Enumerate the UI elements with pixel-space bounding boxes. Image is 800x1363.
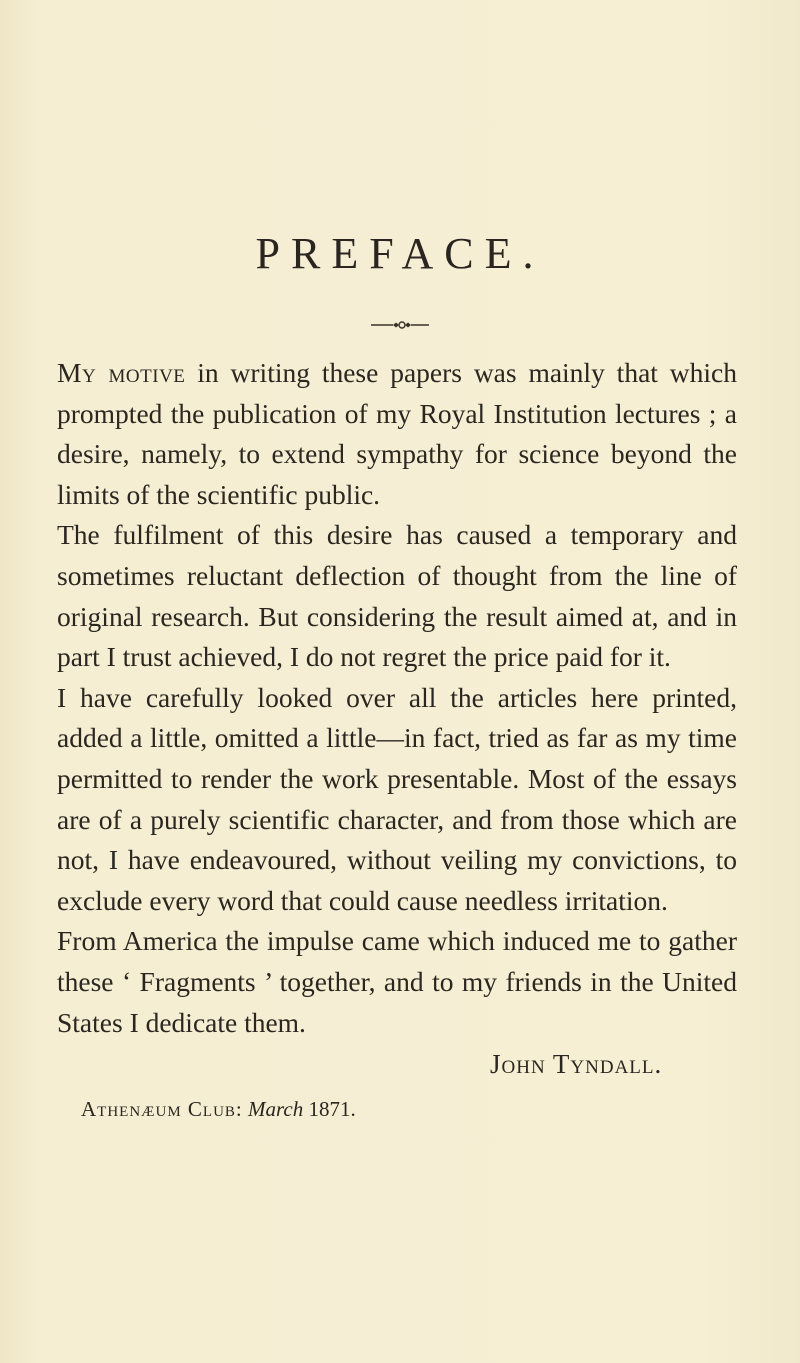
paragraph-text: From America the impulse came which induced me to gather these ‘ Fragments ’ together, and to my friends in the United States I dedicate them. bbox=[57, 925, 737, 1038]
paragraph-text: I have carefully looked over all the articles here printed, added a little, omitted a little—in fact, tried as far as my time permitted to render the work presentable. Most of the essays are of a purely scientific character, and from those which are not, I have endeavoured, without veiling my convictions, to exclude every word that could cause needless irritation. bbox=[57, 681, 737, 916]
page-title: PREFACE. bbox=[255, 229, 545, 278]
rule-diamond-ornament-icon bbox=[371, 320, 429, 330]
paragraph-4 bbox=[57, 921, 737, 1043]
preface-body bbox=[57, 353, 737, 1043]
dateline-year: 1871. bbox=[308, 1097, 356, 1121]
paragraph-lead: My motive bbox=[57, 357, 186, 388]
dateline-month: March bbox=[248, 1097, 304, 1121]
paragraph-1 bbox=[57, 353, 737, 515]
paragraph-text: in writing these papers was mainly that which prompted the publication of my Royal Institution lectures ; a desire, namely, to extend sympathy for science beyond the limits of the scientific public. bbox=[57, 357, 737, 510]
paragraph-2 bbox=[57, 515, 737, 677]
paragraph-3 bbox=[57, 678, 737, 922]
dateline bbox=[81, 1097, 356, 1122]
paragraph-text: The fulfilment of this desire has caused a temporary and sometimes reluctant deflection of thought from the line of original research. But considering the result aimed at, and in part I trust achieved, I do not regret the price paid for it. bbox=[57, 519, 737, 673]
dateline-place: Athenæum Club: bbox=[81, 1097, 243, 1121]
author-signature: John Tyndall. bbox=[490, 1049, 663, 1079]
